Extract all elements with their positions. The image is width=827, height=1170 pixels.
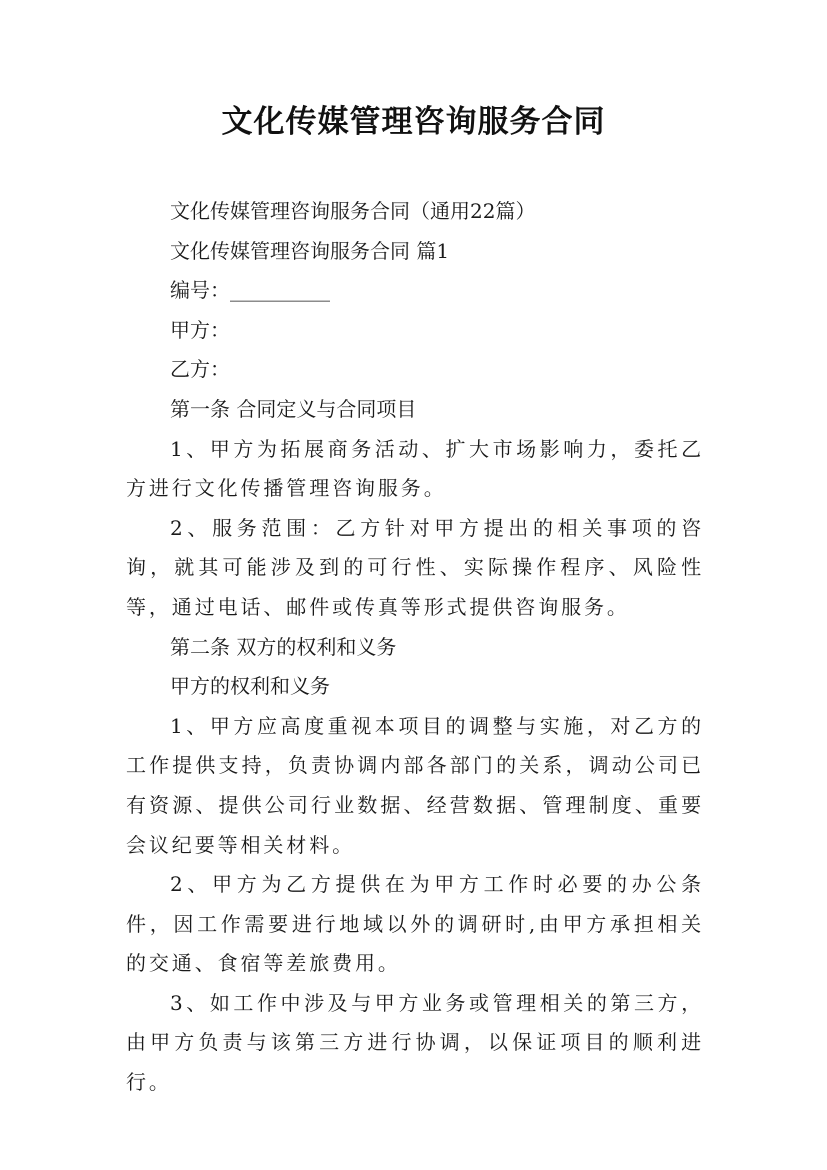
party-a-rights-heading: 甲方的权利和义务	[170, 674, 330, 699]
number-field: 编号：__________	[170, 278, 330, 303]
part-heading: 文化传媒管理咨询服务合同 篇1	[170, 238, 450, 263]
subtitle: 文化传媒管理咨询服务合同（通用22篇）	[170, 199, 536, 223]
article-2-item-3: 3、如工作中涉及与甲方业务或管理相关的第三方，由甲方负责与该第三方进行协调，以保证项目的顺利进行。	[126, 990, 704, 1095]
document-title: 文化传媒管理咨询服务合同	[221, 104, 606, 140]
article-1-heading: 第一条 合同定义与合同项目	[170, 396, 417, 421]
party-a-label: 甲方：	[170, 317, 230, 342]
article-1-item-2: 2、服务范围：乙方针对甲方提出的相关事项的咨询，就其可能涉及到的可行性、实际操作程序、风险性等，通过电话、邮件或传真等形式提供咨询服务。	[126, 515, 704, 619]
document-body	[126, 192, 704, 1103]
article-2-item-1: 1、甲方应高度重视本项目的调整与实施，对乙方的工作提供支持，负责协调内部各部门的关系，调动公司已有资源、提供公司行业数据、经营数据、管理制度、重要会议纪要等相关材料。	[126, 713, 704, 857]
party-b-label: 乙方：	[170, 357, 230, 382]
article-2-item-2: 2、甲方为乙方提供在为甲方工作时必要的办公条件，因工作需要进行地域以外的调研时,由甲方承担相关的交通、食宿等差旅费用。	[126, 872, 704, 976]
article-2-heading: 第二条 双方的权利和义务	[170, 634, 397, 659]
article-1-item-1: 1、甲方为拓展商务活动、扩大市场影响力，委托乙方进行文化传播管理咨询服务。	[126, 436, 704, 501]
